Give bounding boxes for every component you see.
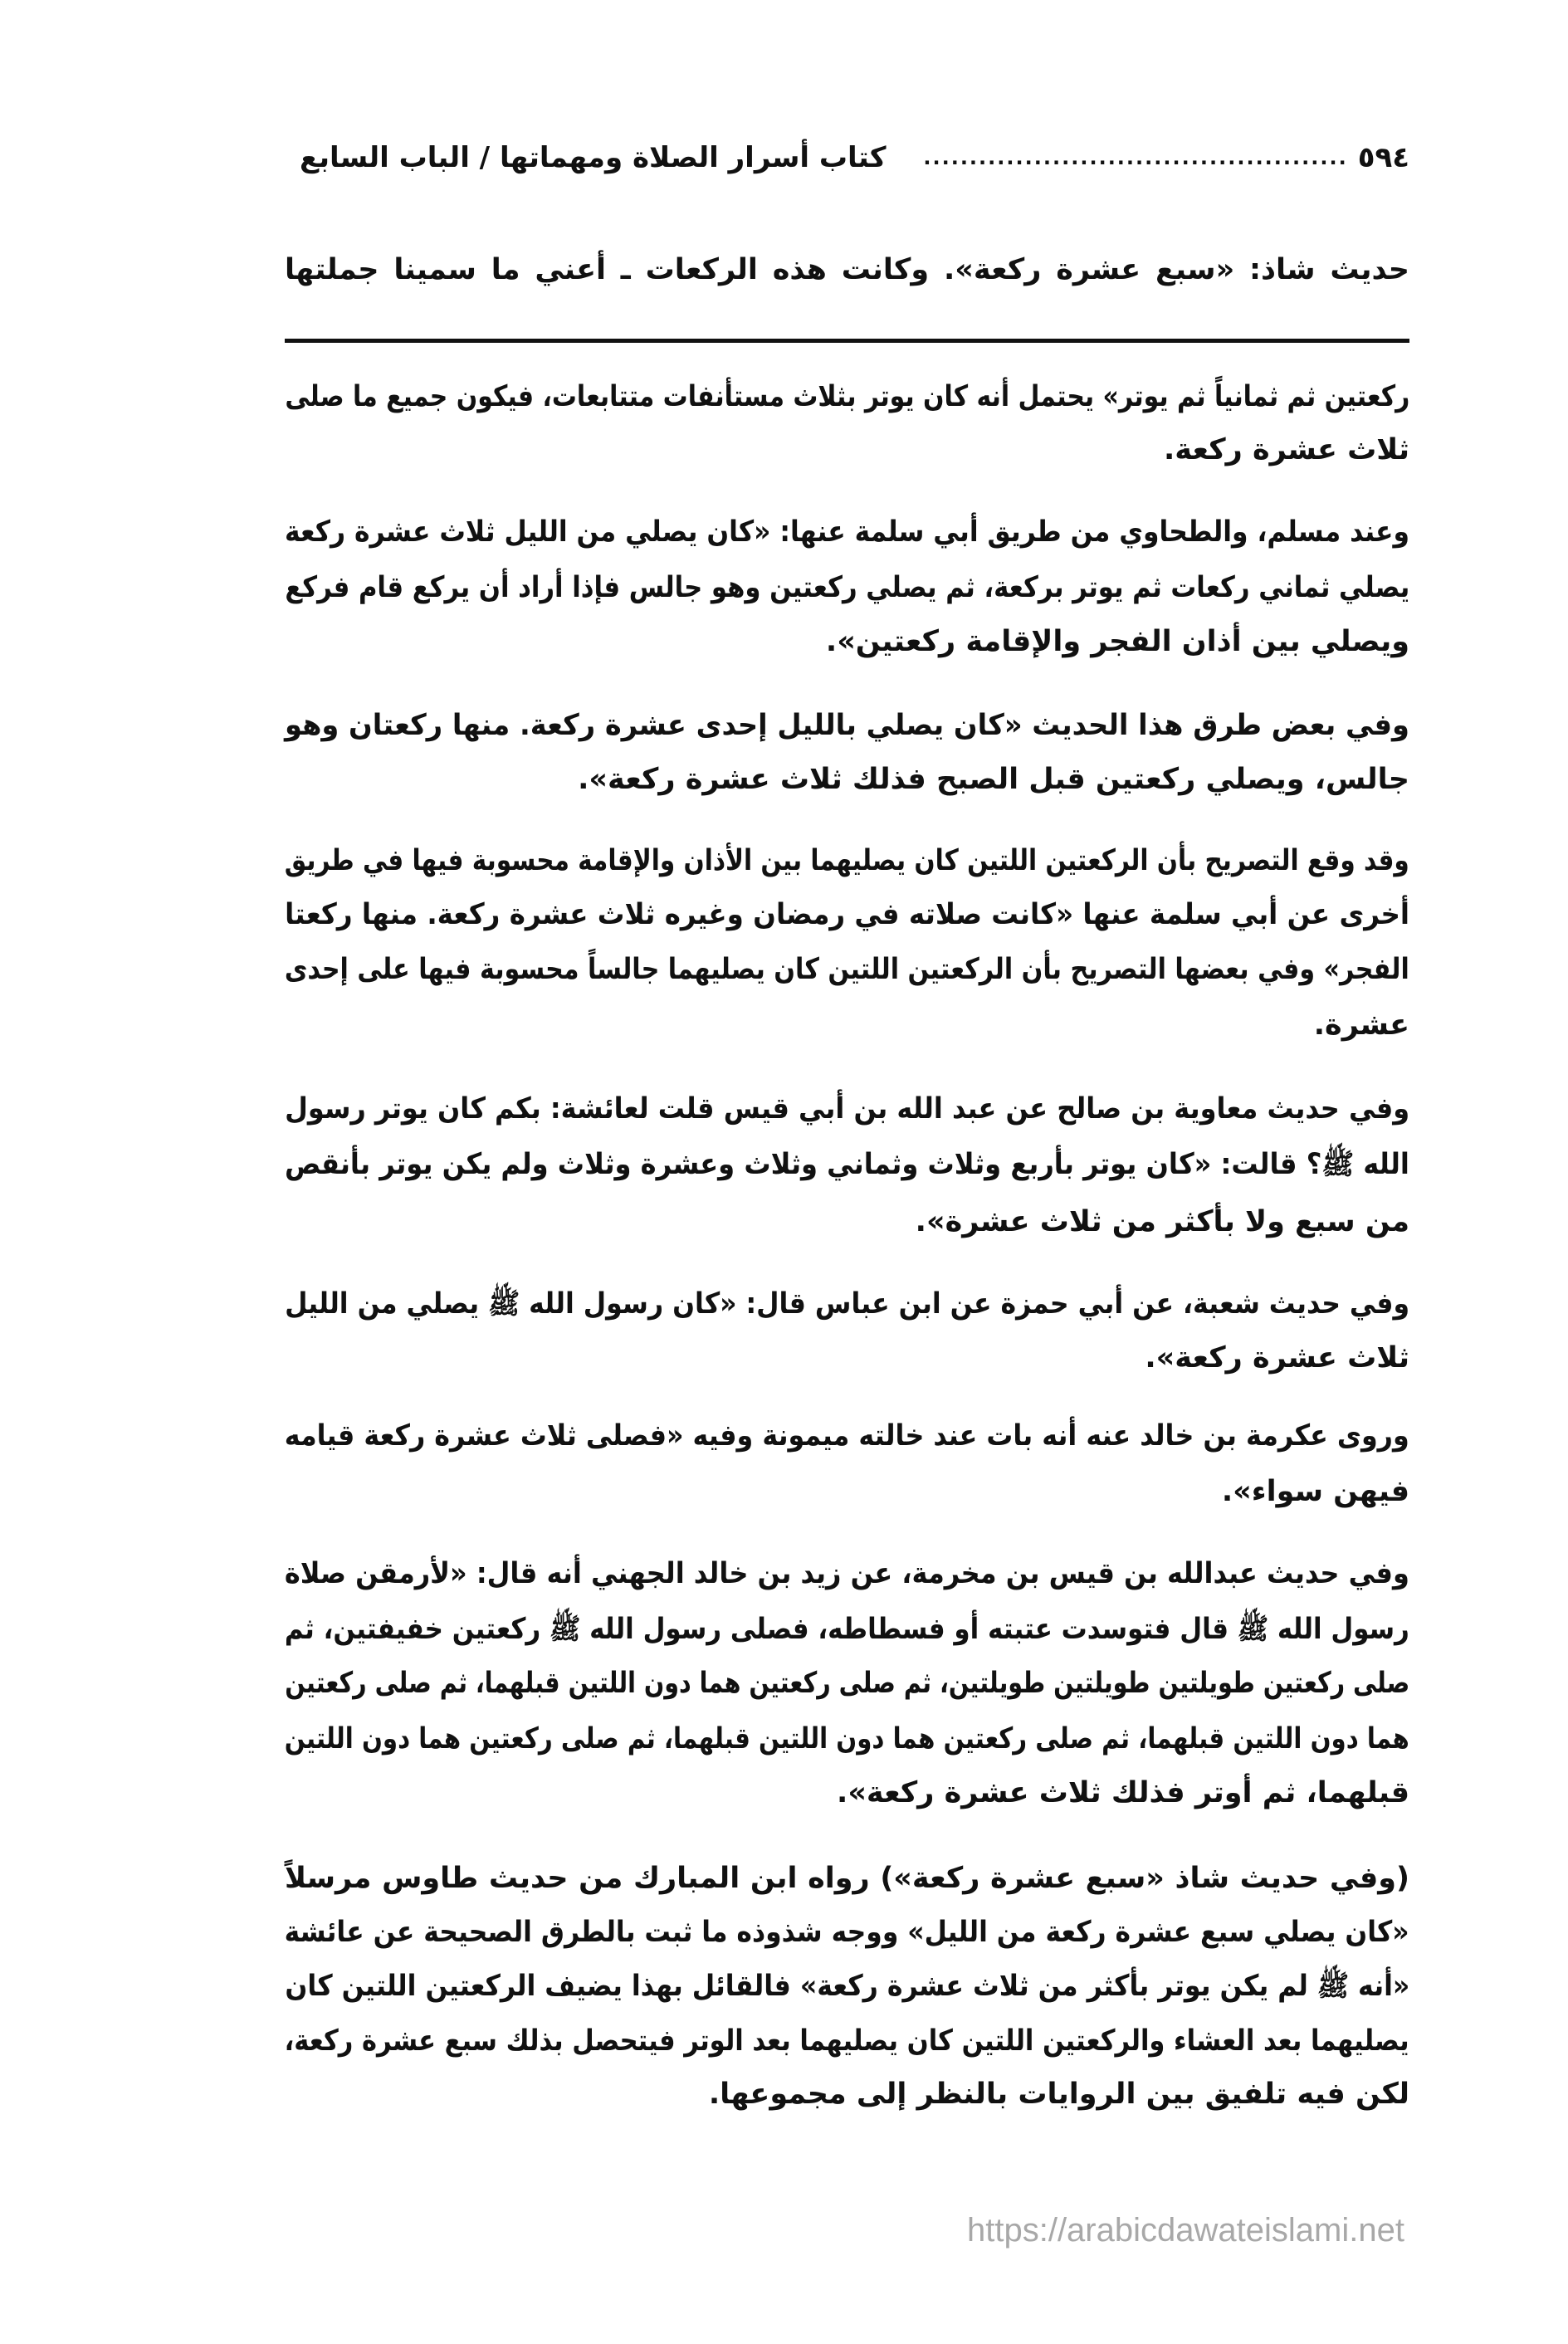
line-text: وقد وقع التصريح بأن الركعتين اللتين كان يصليهما بين الأذان والإقامة محسوبة فيها في طريق (285, 844, 1409, 877)
line-text: لكن فيه تلفيق بين الروايات بالنظر إلى مجموعها. (708, 2078, 1409, 2111)
paragraph-3-line (285, 752, 1409, 807)
paragraph-8-line (285, 1656, 1409, 1711)
line-text: وفي بعض طرق هذا الحديث «كان يصلي بالليل إحدى عشرة ركعة. منها ركعتان وهو (285, 709, 1409, 742)
line-text: عشرة. (1313, 1008, 1409, 1042)
line-text: ويصلي بين أذان الفجر والإقامة ركعتين». (825, 625, 1409, 658)
paragraph-4-line (285, 942, 1409, 997)
paragraph-2-line (285, 560, 1409, 615)
paragraph-6-line (285, 1277, 1409, 1331)
page-number: ٥٩٤ (1357, 141, 1409, 174)
paragraph-1-line (285, 422, 1409, 477)
watermark: https://arabicdawateislami.net (967, 2212, 1404, 2249)
line-text: ثلاث عشرة ركعة». (1145, 1341, 1409, 1375)
line-text: الفجر» وفي بعضها التصريح بأن الركعتين اللتين كان يصليهما جالساً محسوبة فيها على إحدى (285, 953, 1409, 986)
paragraph-9-line (285, 2014, 1409, 2068)
line-text: ثلاث عشرة ركعة. (1164, 433, 1409, 466)
line-text: هما دون اللتين قبلهما، ثم صلى ركعتين هما دون اللتين قبلهما، ثم صلى ركعتين هما دون اللتين (285, 1722, 1409, 1756)
paragraph-6-line (285, 1331, 1409, 1385)
line-text: رواه ابن المبارك من حديث طاوس مرسلاً (285, 1862, 881, 1895)
paragraph-3-line (285, 698, 1409, 753)
paragraph-4-line (285, 833, 1409, 888)
line-text: وعند مسلم، والطحاوي من طريق أبي سلمة عنها: «كان يصلي من الليل ثلاث عشرة ركعة (285, 515, 1409, 549)
top-text-line: حديث شاذ: «سبع عشرة ركعة». وكانت هذه الركعات ـ أعني ما سمينا جملتها (285, 253, 1409, 286)
line-text: صلى ركعتين طويلتين طويلتين طويلتين، ثم صلى ركعتين هما دون اللتين قبلهما، ثم صلى ركعتين (285, 1667, 1409, 1700)
paragraph-5-line (285, 1082, 1409, 1136)
paragraph-5-line (285, 1194, 1409, 1249)
paragraph-1-line (285, 369, 1409, 424)
paragraph-8-line (285, 1765, 1409, 1820)
header-leader-dots: .............................................. (923, 146, 1348, 169)
line-text: قبلهما، ثم أوتر فذلك ثلاث عشرة ركعة». (837, 1776, 1409, 1809)
bold-lead-text: (وفي حديث شاذ «سبع عشرة ركعة») (880, 1862, 1409, 1895)
paragraph-8-line (285, 1546, 1409, 1601)
paragraph-8-line (285, 1602, 1409, 1657)
paragraph-9-line (285, 1851, 1409, 1906)
line-text: أخرى عن أبي سلمة عنها «كانت صلاته في رمضان وغيره ثلاث عشرة ركعة. منها ركعتا (285, 898, 1409, 931)
paragraph-9-line (285, 1905, 1409, 1960)
footnote-divider (285, 339, 1409, 343)
paragraph-4-line (285, 998, 1409, 1052)
line-text: جالس، ويصلي ركعتين قبل الصبح فذلك ثلاث عشرة ركعة». (578, 763, 1409, 796)
line-text: يصلي ثماني ركعات ثم يوتر بركعة، ثم يصلي ركعتين وهو جالس فإذا أراد أن يركع قام فركع (285, 571, 1409, 604)
running-header (285, 133, 1409, 183)
line-text: يصليهما بعد العشاء والركعتين اللتين كان يصليهما بعد الوتر فيتحصل بذلك سبع عشرة ركعة، (285, 2024, 1409, 2058)
paragraph-9-line (285, 2067, 1409, 2122)
line-text: وروى عكرمة بن خالد عنه أنه بات عند خالته ميمونة وفيه «فصلى ثلاث عشرة ركعة قيامه (285, 1419, 1409, 1453)
line-text: رسول الله ﷺ قال فتوسدت عتبته أو فسطاطه، فصلى رسول الله ﷺ ركعتين خفيفتين، ثم (285, 1613, 1409, 1646)
line-text: وفي حديث شعبة، عن أبي حمزة عن ابن عباس قال: «كان رسول الله ﷺ يصلي من الليل (285, 1287, 1409, 1321)
line-text: «أنه ﷺ لم يكن يوتر بأكثر من ثلاث عشرة ركعة» فالقائل بهذا يضيف الركعتين اللتين كان (285, 1970, 1409, 2003)
line-text: «كان يصلي سبع عشرة ركعة من الليل» ووجه شذوذه ما ثبت بالطرق الصحيحة عن عائشة (285, 1916, 1409, 1949)
paragraph-2-line (285, 505, 1409, 559)
paragraph-7-line (285, 1409, 1409, 1463)
line-text: فيهن سواء». (1221, 1475, 1409, 1508)
line-text: ركعتين ثم ثمانياً ثم يوتر» يحتمل أنه كان يوتر بثلاث مستأنفات متتابعات، فيكون جميع ما صلى (285, 380, 1409, 413)
header-title: كتاب أسرار الصلاة ومهماتها / الباب السابع (300, 141, 887, 174)
line-text: وفي حديث عبدالله بن قيس بن مخرمة، عن زيد بن خالد الجهني أنه قال: «لأرمقن صلاة (285, 1557, 1409, 1590)
line-text: من سبع ولا بأكثر من ثلاث عشرة». (915, 1205, 1409, 1238)
paragraph-2-line (285, 614, 1409, 669)
line-text: الله ﷺ؟ قالت: «كان يوتر بأربع وثلاث وثماني وثلاث وعشرة وثلاث ولم يكن يوتر بأنقص (285, 1148, 1409, 1181)
paragraph-4-line (285, 887, 1409, 942)
paragraph-8-line (285, 1712, 1409, 1766)
paragraph-7-line (285, 1464, 1409, 1519)
line-text: وفي حديث معاوية بن صالح عن عبد الله بن أبي قيس قلت لعائشة: بكم كان يوتر رسول (285, 1092, 1409, 1126)
paragraph-5-line (285, 1137, 1409, 1192)
paragraph-9-line (285, 1959, 1409, 2014)
